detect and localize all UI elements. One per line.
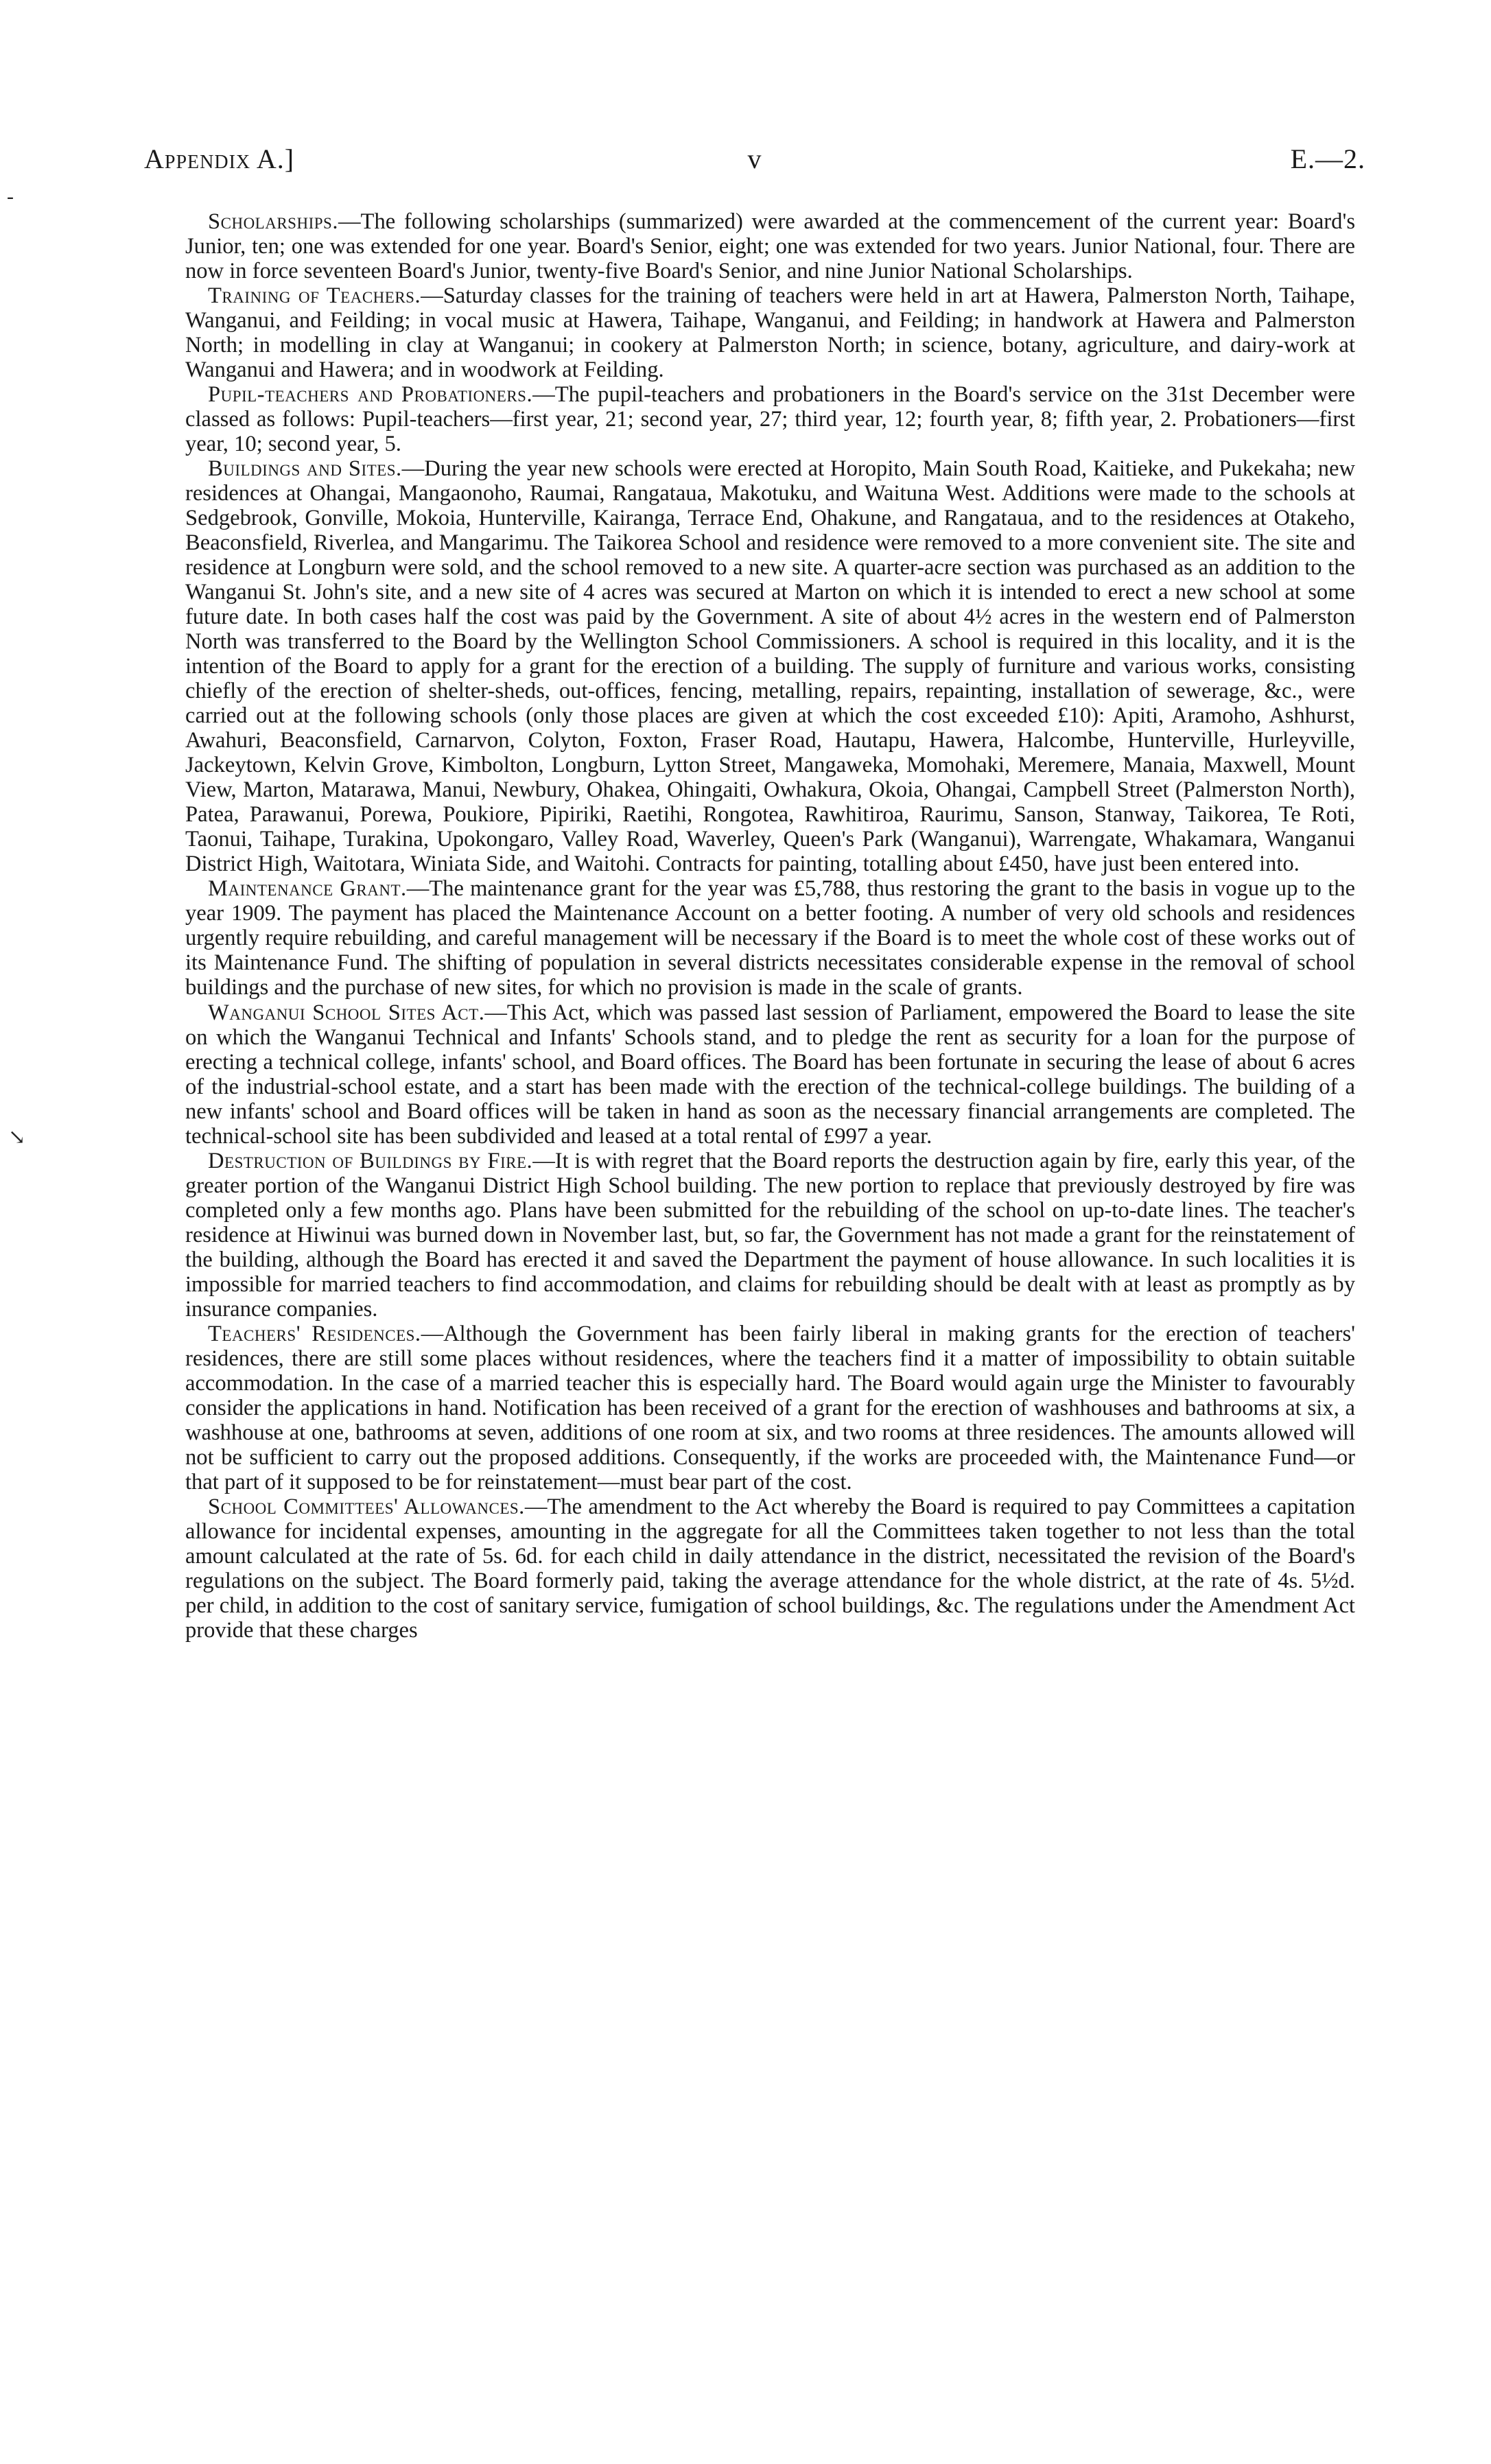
paragraph-maintenance-grant bbox=[185, 876, 1355, 1000]
paragraph-text: —It is with regret that the Board reports the destruction again by fire, early this year, of the greater portion of the Wanganui District High School building. The new portion to replace that previously destroyed by fire was completed only a few months ago. Plans have been submitted for the rebuilding of the school on up-to-date lines. The teacher's residence at Hiwinui was burned down in November last, but, so far, the Government has not made a grant for the reinstatement of the building, although the Board has erected it and saved the Department the payment of house allowance. In such localities it is impossible for married teachers to find accommodation, and claims for rebuilding should be dealt with at least as promptly as by insurance companies. bbox=[185, 1148, 1355, 1322]
paragraph-heading: Pupil-teachers and Probationers. bbox=[208, 382, 533, 408]
paragraph-scholarships bbox=[185, 209, 1355, 283]
paragraph-heading: Teachers' Residences. bbox=[208, 1321, 421, 1346]
margin-arrow-mark: ↘ bbox=[8, 1126, 26, 1149]
paragraph-text: —This Act, which was passed last session of Parliament, empowered the Board to lease the site on which the Wanganui Technical and Infants' Schools stand, and to pledge the rent as security for a loan for the purpose of erecting a technical college, infants' school, and Board offices. The Board has been fortunate in securing the lease of about 6 acres of the industrial-school estate, and a start has been made with the erection of the technical-college buildings. The building of a new infants' school and Board offices will be taken in hand as soon as the necessary financial arrangements are completed. The technical-school site has been subdivided and leased at a total rental of £997 a year. bbox=[185, 1000, 1355, 1149]
paragraph-text: —Saturday classes for the training of teachers were held in art at Hawera, Palmerston North, Taihape, Wanganui, and Feilding; in vocal music at Hawera, Taihape, Wanganui, and Feilding; in handwork at Hawera and Palmerston North; in modelling in clay at Wanganui; in cookery at Palmerston North; in science, botany, agriculture, and dairy-work at Wanganui and Hawera; and in woodwork at Feilding. bbox=[185, 283, 1356, 383]
running-head bbox=[144, 143, 1365, 184]
paragraph-heading: Wanganui School Sites Act. bbox=[208, 1000, 485, 1025]
paragraph-heading: Maintenance Grant. bbox=[208, 876, 407, 902]
paragraph-school-sites-act bbox=[185, 1000, 1355, 1149]
paragraph-heading: Scholarships. bbox=[208, 209, 338, 234]
paragraph-heading: Buildings and Sites. bbox=[208, 456, 402, 482]
paragraph-destruction-by-fire bbox=[185, 1149, 1355, 1322]
margin-tick-mark: - bbox=[7, 185, 14, 208]
header-appendix-label: Appendix A.] bbox=[144, 143, 295, 174]
paragraph-pupil-teachers bbox=[185, 382, 1355, 456]
paragraph-committees-allowances bbox=[185, 1494, 1355, 1643]
paragraph-text: —During the year new schools were erected at Horopito, Main South Road, Kaitieke, and Pukekaha; new residences at Ohangai, Mangaonoho, Raumai, Rangataua, Makotuku, and Waituna West. Additions were made to the schools at Sedgebrook, Gonville, Mokoia, Hunterville, Kairanga, Terrace End, Ohakune, and Rangataua, and to the residences at Otakeho, Beaconsfield, Riverlea, and Mangarimu. The Taikorea School and residence were removed to a more convenient site. The site and residence at Longburn were sold, and the school removed to a new site. A quarter-acre section was purchased as an addition to the Wanganui St. John's site, and a new site of 4 acres was secured at Marton on which it is intended to erect a new school at some future date. In both cases half the cost was paid by the Government. A site of about 4½ acres in the western end of Palmerston North was transferred to the Board by the Wellington School Commissioners. A school is required in this locality, and it is the intention of the Board to apply for a grant for the erection of a building. The supply of furniture and various works, consisting chiefly of the erection of shelter-sheds, out-offices, fencing, metalling, repairs, repainting, installation of sewerage, &c., were carried out at the following schools (only those places are given at which the cost exceeded £10): Apiti, Aramoho, Ashhurst, Awahuri, Beaconsfield, Carnarvon, Colyton, Foxton, Fraser Road, Hautapu, Hawera, Halcombe, Hunterville, Hurleyville, Jackeytown, Kelvin Grove, Kimbolton, Longburn, Lytton Street, Mangaweka, Momohaki, Meremere, Manaia, Maxwell, Mount View, Marton, Matarawa, Manui, Newbury, Ohakea, Ohingaiti, Owhakura, Okoia, Ohangai, Campbell Street (Palmerston North), Patea, Parawanui, Porewa, Poukiore, Pipiriki, Raetihi, Rongotea, Rawhitiroa, Raurimu, Sanson, Stanway, Taikorea, Te Roti, Taonui, Taihape, Turakina, Upokongaro, Valley Road, Waverley, Queen's Park (Wanganui), Warrengate, Whakamara, Wanganui District High, Waitotara, Winiata Side, and Waitohi. Contracts for painting, totalling about £450, have just been entered into. bbox=[185, 456, 1355, 877]
paragraph-heading: Training of Teachers. bbox=[208, 283, 421, 309]
body-text bbox=[185, 209, 1355, 1643]
paragraph-training-of-teachers bbox=[185, 283, 1355, 382]
paragraph-heading: Destruction of Buildings by Fire. bbox=[208, 1148, 533, 1173]
paragraph-text: —The maintenance grant for the year was £5,788, thus restoring the grant to the basis in vogue up to the year 1909. The payment has placed the Maintenance Account on a better footing. A number of very old schools and residences urgently require rebuilding, and careful management will be necessary if the Board is to meet the whole cost of these works out of its Maintenance Fund. The shifting of population in several districts necessitates considerable expense in the removal of school buildings and the purchase of new sites, for which no provision is made in the scale of grants. bbox=[185, 876, 1355, 1000]
paragraph-teachers-residences bbox=[185, 1322, 1355, 1494]
header-document-code: E.—2. bbox=[1290, 143, 1365, 174]
paragraph-text: —The following scholarships (summarized) were awarded at the commencement of the current year: Board's Junior, ten; one was extended for one year. Board's Senior, eight; one was extended for two years. Junior National, four. There are now in force seventeen Board's Junior, twenty-five Board's Senior, and nine Junior National Scholarships. bbox=[185, 209, 1355, 284]
paragraph-heading: School Committees' Allowances. bbox=[208, 1494, 525, 1519]
paragraph-text: —The amendment to the Act whereby the Board is required to pay Committees a capitation allowance for incidental expenses, amounting in the aggregate for all the Committees taken together to not less than the total amount calculated at the rate of 5s. 6d. for each child in daily attendance in the district, necessitated the revision of the Board's regulations on the subject. The Board formerly paid, taking the average attendance for the whole district, at the rate of 4s. 5½d. per child, in addition to the cost of sanitary service, fumigation of school buildings, &c. The regulations under the Amendment Act provide that these charges bbox=[185, 1494, 1355, 1643]
paragraph-text: —Although the Government has been fairly liberal in making grants for the erection of teachers' residences, there are still some places without residences, where the teachers find it a matter of impossibility to obtain suitable accommodation. In the case of a married teacher this is especially hard. The Board would again urge the Minister to favourably consider the applications in hand. Notification has been received of a grant for the erection of washhouses and bathrooms at six, a washhouse at one, bathrooms at seven, additions of one room at six, and two rooms at three residences. The amounts allowed will not be sufficient to carry out the proposed additions. Consequently, if the works are proceeded with, the Maintenance Fund—or that part of it supposed to be for reinstatement—must bear part of the cost. bbox=[185, 1321, 1355, 1494]
paragraph-buildings-and-sites bbox=[185, 456, 1355, 876]
header-page-number: v bbox=[747, 143, 762, 174]
paragraph-text: —The pupil-teachers and probationers in the Board's service on the 31st December were classed as follows: Pupil-teachers—first year, 21; second year, 27; third year, 12; fourth year, 8; fifth year, 2. Probationers—first year, 10; second year, 5. bbox=[185, 382, 1355, 457]
